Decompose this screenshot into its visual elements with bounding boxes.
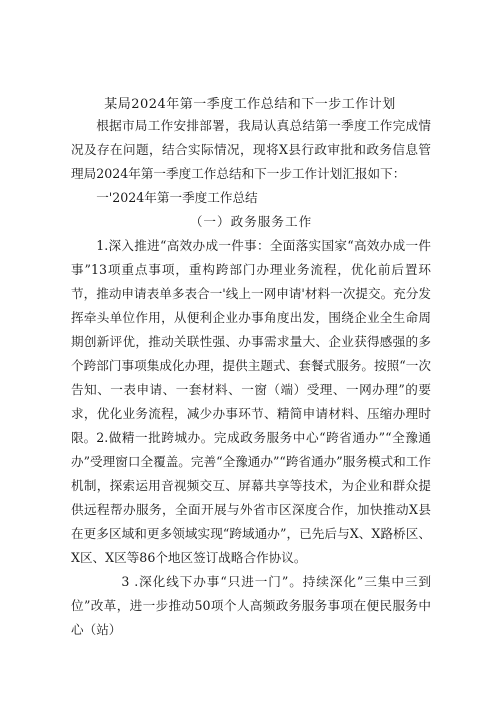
item-3-body: .深化线下办事“只进一门”。持续深化”三集中三到位”改革，进一步推动50项个人高频政务服务事项在便民服务中心（站）	[71, 574, 431, 637]
item-3-text	[71, 570, 431, 642]
item-1-text: 1.深入推进“高效办成一件事：全面落实国家“高效办成一件事”13项重点事项，重构跨部门办理业务流程，优化前后置环节，推动申请表单多表合一'线上一网申请'材料一次提交。充分发挥牵头单位作用，从便利企业办事角度出发，围绕企业全生命周期创新评优，推动关联性强、办事需求量大、企业获得感强的多个跨部门事项集成化办理，提供主题式、套餐式服务。按照“一次告知、一表申请、一套材料、一窗（端）受理、一网办理”的要求，优化业务流程，减少办事环节、精简申请材料、压缩办理时限。	[71, 238, 431, 445]
subsection-heading	[71, 210, 431, 234]
section-heading	[71, 186, 431, 210]
item-1-paragraph	[71, 234, 431, 450]
item-2-text: 2.做精一批跨城办。完成政务服务中心“跨省通办”“全豫通办”受理窗口全覆盖。完善“全豫通办”“跨省通办”服务模式和工作机制，探索运用音视频交互、屏幕共享等技术，为企业和群众提供远程帮办服务，全面开展与外省市区深度合作，加快推动X县在更多区域和更多领域实现“跨域通办”，已先后与X、X路桥区、X区、X区等86个地区签订战略合作协议。	[71, 430, 431, 565]
intro-paragraph	[71, 114, 431, 186]
item-2-paragraph	[71, 426, 431, 570]
item-3-paragraph	[71, 570, 431, 642]
document-title: 某局2024年第一季度工作总结和下一步工作计划	[104, 97, 396, 112]
intro-text: 根据市局工作安排部署，我局认真总结第一季度工作完成情况及存在问题，结合实际情况，现将X县行政审批和政务信息管理局2024年第一季度工作总结和下一步工作计划汇报如下：	[71, 118, 431, 181]
section-1-heading: 一'2024年第一季度工作总结	[96, 190, 258, 205]
item-3-number: 3	[121, 574, 130, 589]
subsection-1-heading: （一）政务服务工作	[189, 214, 313, 229]
